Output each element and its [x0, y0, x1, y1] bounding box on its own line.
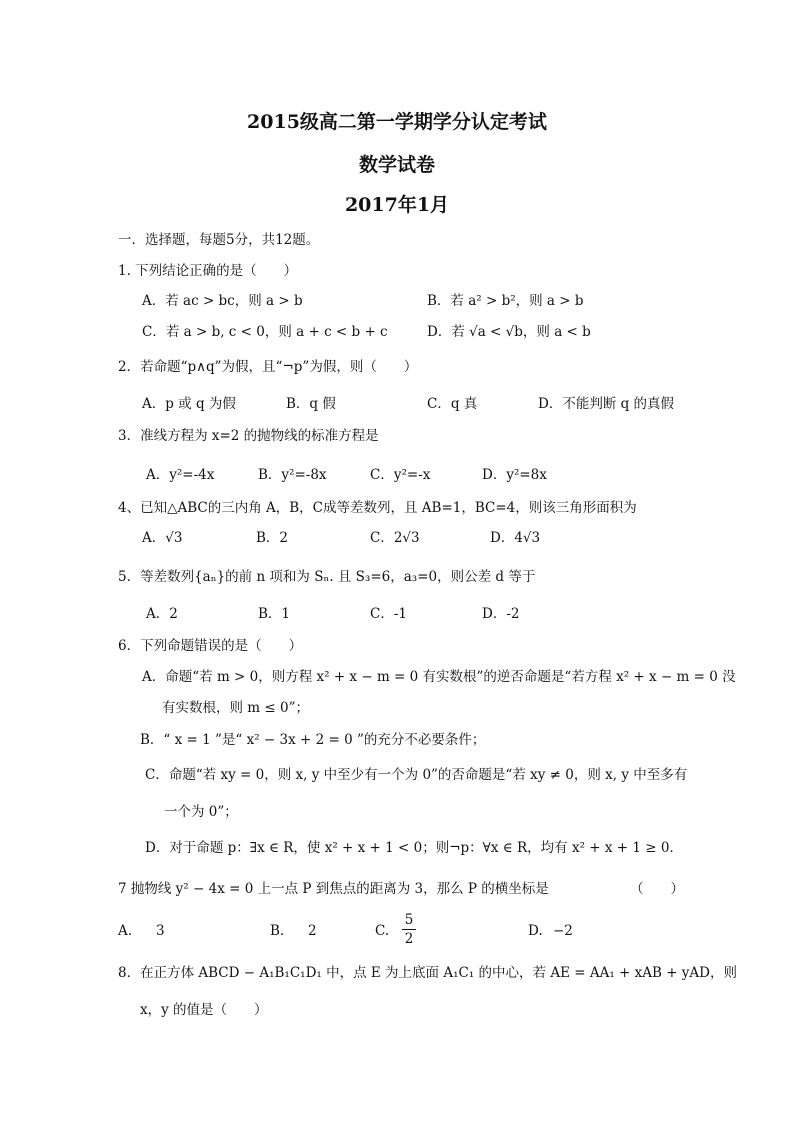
question-6-option-a-line2: 有实数根，则 m ≤ 0”；: [162, 700, 309, 716]
question-7-option-a-label: A.: [118, 923, 133, 939]
question-4-stem: 4、已知△ABC的三内角 A，B，C成等差数列，且 AB=1，BC=4，则该三角形面积为: [118, 500, 637, 516]
question-3-option-b: B．y²=-8x: [258, 467, 327, 483]
question-6-option-a-line1: A．命题“若 m > 0，则方程 x² + x − m = 0 有实数根”的逆否命题是“若方程 x² + x − m = 0 没: [142, 669, 736, 685]
question-3-stem: 3．准线方程为 x=2 的抛物线的标准方程是: [118, 428, 379, 444]
question-4-option-c: C．2√3: [370, 530, 420, 546]
question-1-option-b: B．若 a² > b²，则 a > b: [427, 293, 584, 309]
question-1-option-c: C．若 a > b, c < 0，则 a + c < b + c: [142, 324, 388, 340]
question-8-stem-continued: x，y 的值是（ ）: [140, 1002, 268, 1018]
question-7-option-d-label: D.: [528, 923, 543, 939]
question-6-option-d: D．对于命题 p：∃x ∈ R，使 x² + x + 1 < 0；则¬p：∀x ∈ R，均有 x² + x + 1 ≥ 0．: [145, 840, 683, 856]
question-6-option-c-line2: 一个为 0”；: [164, 804, 238, 820]
section-heading: 一．选择题，每题5分，共12题。: [118, 232, 320, 248]
question-2-stem: 2．若命题“p∧q”为假，且“¬p”为假，则（ ）: [118, 359, 418, 375]
question-7-answer-paren: （ ）: [630, 881, 684, 897]
question-7-stem: 7 抛物线 y² − 4x = 0 上一点 P 到焦点的距离为 3，那么 P 的横坐标是: [118, 881, 549, 897]
question-6-stem: 6．下列命题错误的是（ ）: [118, 638, 303, 654]
question-2-option-c: C．q 真: [427, 396, 478, 412]
question-1-option-a: A．若 ac > bc，则 a > b: [142, 293, 303, 309]
fraction-denominator: 2: [404, 931, 414, 947]
question-3-option-d: D．y²=8x: [482, 467, 547, 483]
question-6-option-b: B．“ x = 1 ”是“ x² − 3x + 2 = 0 ”的充分不必要条件；: [140, 732, 486, 748]
question-4-option-b: B．2: [256, 530, 289, 546]
question-7-option-b-label: B.: [270, 923, 285, 939]
fraction-numerator: 5: [404, 912, 414, 928]
question-1-option-d: D．若 √a < √b，则 a < b: [427, 324, 591, 340]
question-1-stem: 1. 下列结论正确的是（ ）: [118, 263, 298, 279]
question-4-option-a: A．√3: [142, 530, 183, 546]
question-7-option-d-value: −2: [553, 923, 573, 939]
question-7-option-a-value: 3: [156, 923, 165, 939]
exam-subtitle: 数学试卷: [358, 154, 435, 176]
question-5-option-b: B．1: [258, 606, 291, 622]
question-5-option-c: C．-1: [370, 606, 407, 622]
question-3-option-c: C．y²=-x: [370, 467, 431, 483]
question-4-option-d: D．4√3: [490, 530, 541, 546]
question-7-option-c-fraction: [402, 912, 416, 947]
question-3-option-a: A．y²=-4x: [146, 467, 215, 483]
exam-title: 2015级高二第一学期学分认定考试: [247, 111, 547, 133]
question-7-option-c-label: C.: [375, 923, 390, 939]
question-5-stem: 5．等差数列{aₙ}的前 n 项和为 Sₙ. 且 S₃=6，a₃=0，则公差 d 等于: [118, 569, 536, 585]
question-2-option-a: A．p 或 q 为假: [142, 396, 236, 412]
question-2-option-b: B．q 假: [286, 396, 336, 412]
question-6-option-c-line1: C．命题“若 xy = 0，则 x, y 中至少有一个为 0”的否命题是“若 xy ≠ 0，则 x, y 中至多有: [145, 767, 688, 783]
exam-date: 2017年1月: [344, 194, 450, 216]
fraction-bar: [402, 929, 416, 930]
question-8-stem: 8．在正方体 ABCD − A₁B₁C₁D₁ 中，点 E 为上底面 A₁C₁ 的中心，若 AE = AA₁ + xAB + yAD，则: [118, 965, 738, 981]
question-7-option-b-value: 2: [308, 923, 317, 939]
question-5-option-d: D．-2: [482, 606, 520, 622]
question-2-option-d: D．不能判断 q 的真假: [538, 396, 675, 412]
question-5-option-a: A．2: [146, 606, 178, 622]
